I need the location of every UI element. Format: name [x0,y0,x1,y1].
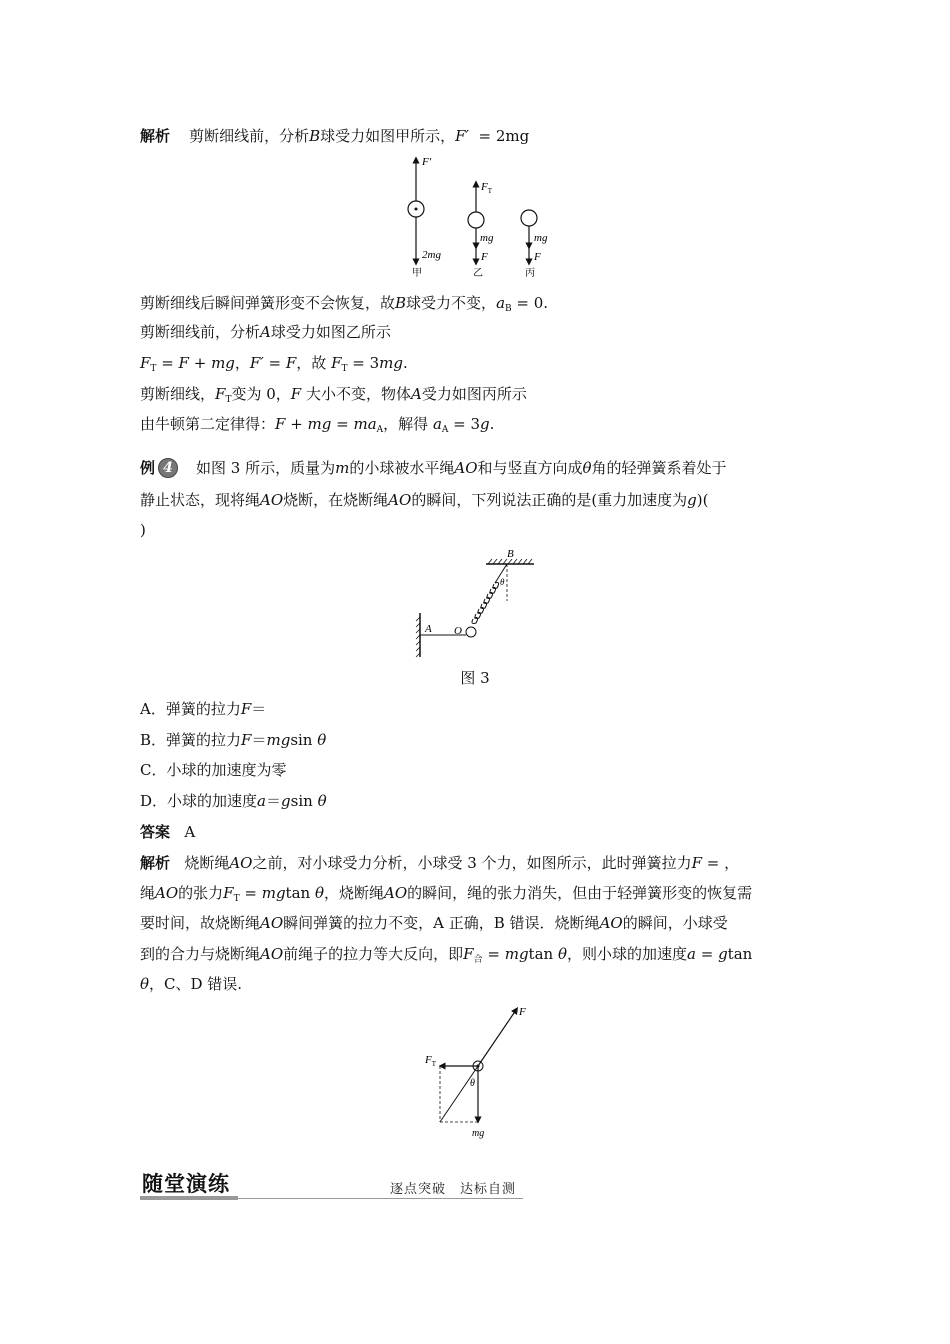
analysis-line-2: 剪断细线后瞬间弹簧形变不会恢复，故B球受力不变，$a_B = 0$. [140,294,549,314]
force-diagram-jia-yi-bing [395,150,565,285]
label-theta: θ [500,577,505,587]
explanation-line-4: 到的合力与烧断绳AO前绳子的拉力等大反向，即$F_合 = mgtan$ θ，则小球的加速度a = gtan [140,945,753,965]
svg-text:FT: $F_T$ [425,1054,437,1068]
explanation-label: 解析 [140,854,171,872]
label-f-prime: F′ [422,156,432,168]
option-a: A．弹簧的拉力F＝ [140,700,267,718]
caption-bing: 丙 [525,268,535,279]
explanation-line-3: 要时间，故烧断绳AO瞬间弹簧的拉力不变，A 正确，B 错误．烧断绳AO的瞬间，小球受 [140,914,728,932]
label-mg: mg [472,1128,485,1139]
analysis-line-1: 解析 剪断细线前，分析B球受力如图甲所示，F′ = 2mg [140,127,530,145]
svg-text:FT: $F_T$ [481,181,493,195]
label-b: B [507,548,514,560]
label-mg-bing: mg [534,232,548,244]
label-f: F [519,1006,526,1018]
example-4-line-1: 例 4 如图 3 所示，质量为m的小球被水平绳AO和与竖直方向成θ角的轻弹簧系着处于 [140,459,727,477]
section-rule [238,1198,523,1199]
explanation-line-5: θ，C、D 错误. [140,975,243,993]
analysis-line-5: 剪断细线，$F_T$变为 0，F 大小不变，物体A受力如图丙所示 [140,385,527,405]
ball-bing [521,210,537,226]
explanation-line-1: 解析 烧断绳AO之前，对小球受力分析，小球受 3 个力，如图所示，此时弹簧拉力F = ， [140,854,740,872]
section-title: 随堂演练 [142,1172,230,1196]
force-resolution-diagram [420,1002,540,1142]
label-f-bing: F [534,251,541,263]
example-4-line-3: ) [140,521,146,539]
analysis-line-4: $F_T = F$ + mg，F′ = F，故 $F_T = 3mg$. [140,354,408,374]
label-theta-4: θ [470,1078,475,1089]
ball-yi [468,212,484,228]
section-bar [140,1196,238,1200]
caption-jia: 甲 [412,268,422,279]
section-subtitle: 逐点突破 达标自测 [390,1182,517,1197]
caption-yi: 乙 [473,268,483,279]
label-mg-yi: mg [480,232,494,244]
label-o: O [454,625,462,637]
example-4-line-2: 静止状态，现将绳AO烧断，在烧断绳AO的瞬间，下列说法正确的是(重力加速度为g)( [140,491,709,509]
option-d: D．小球的加速度a＝gsin θ [140,792,327,810]
label-f-yi: F [481,251,488,263]
example-label: 例 [140,459,156,477]
label-2mg: 2mg [422,249,441,261]
ball [466,627,476,637]
example-number-badge: 4 [158,458,178,478]
section-header [140,1168,525,1204]
answer-label: 答案 [140,823,171,841]
option-c: C．小球的加速度为零 [140,761,287,779]
analysis-label: 解析 [140,127,171,145]
option-b: B．弹簧的拉力F＝mgsin θ [140,731,327,749]
figure-3-caption: 图 3 [460,669,490,687]
explanation-line-2: 绳AO的张力$F_T = mgtan$ θ，烧断绳AO的瞬间，绳的张力消失，但由于轻弹簧形变的恢复需 [140,884,753,904]
answer-line [140,822,195,842]
figure-3-spring-diagram [410,545,540,660]
analysis-line-3: 剪断细线前，分析A球受力如图乙所示 [140,323,391,341]
label-a: A [425,623,432,635]
analysis-line-6: 由牛顿第二定律得：F + mg = $ma_A$，解得 $a_A = 3g$. [140,415,495,435]
answer-value: A [184,823,196,841]
